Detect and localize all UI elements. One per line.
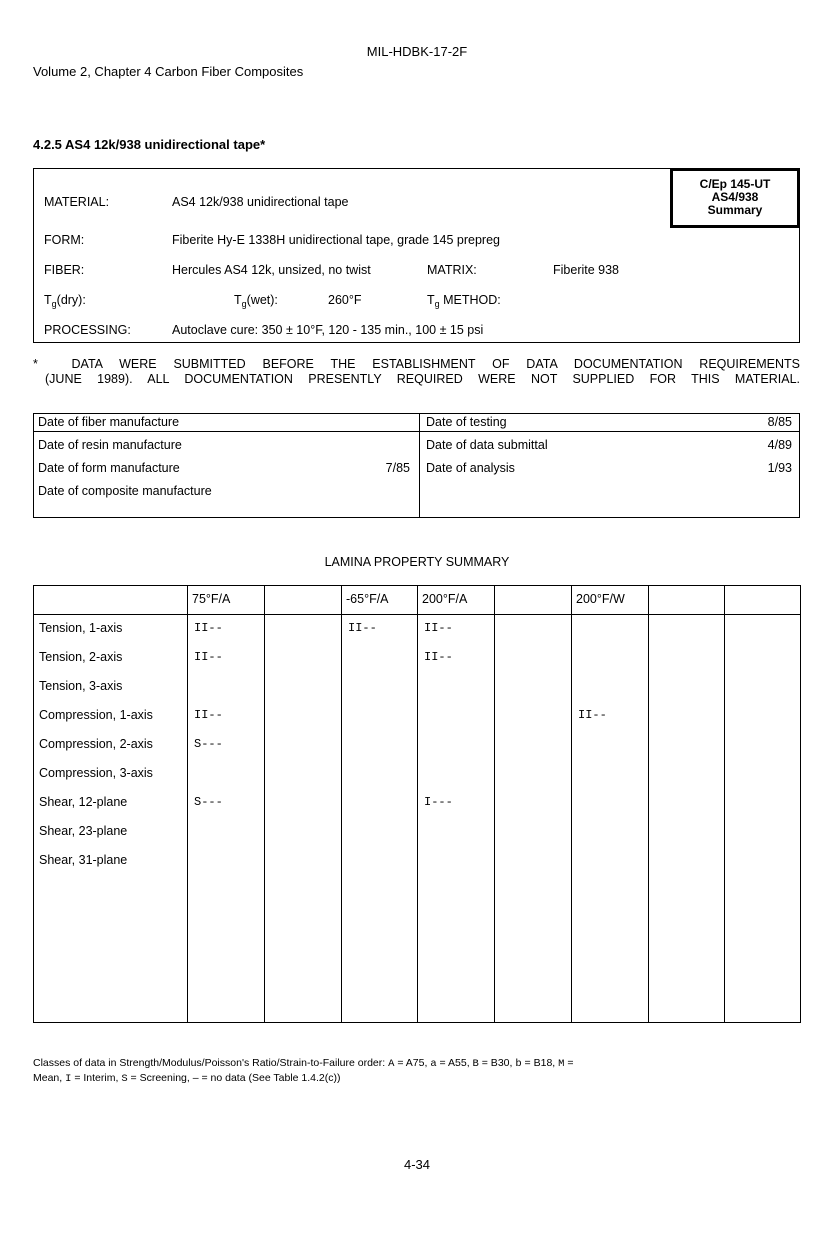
resin-manufacture-label: Date of resin manufacture [38, 438, 182, 452]
processing-label: PROCESSING: [44, 323, 131, 337]
material-label: MATERIAL: [44, 195, 110, 209]
form-label: FORM: [44, 233, 85, 247]
legend-code-dash: – [192, 1072, 199, 1084]
legend-code-a: a [430, 1058, 437, 1070]
fiber-value: Hercules AS4 12k, unsized, no twist [172, 263, 371, 277]
legend-mean: Mean, [33, 1072, 66, 1084]
data-class-cell: II-- [578, 708, 607, 722]
legend-text-a: = A55, [436, 1057, 473, 1069]
property-row-label: Shear, 23-plane [39, 824, 128, 838]
document-id: MIL-HDBK-17-2F [366, 44, 468, 59]
property-row-label: Shear, 31-plane [39, 853, 128, 867]
property-row-label: Tension, 1-axis [39, 621, 123, 635]
condition-column-header: 75°F/A [192, 592, 231, 606]
analysis-date-label: Date of analysis [426, 461, 515, 475]
grid-column-divider [571, 586, 572, 1022]
condition-column-header: 200°F/W [576, 592, 625, 606]
legend-text-A: = A75, [394, 1057, 431, 1069]
tg-wet-value: 260°F [328, 293, 362, 307]
code-line-3: Summary [707, 203, 763, 217]
grid-column-divider [724, 586, 725, 1022]
dates-column-divider [419, 414, 420, 517]
code-line-2: AS4/938 [711, 190, 759, 204]
condition-column-header: 200°F/A [422, 592, 468, 606]
grid-column-divider [648, 586, 649, 1022]
data-class-cell: II-- [194, 621, 223, 635]
fiber-manufacture-label: Date of fiber manufacture [38, 415, 180, 429]
legend-code-b: b [515, 1058, 522, 1070]
tg-method-label: $T_g$ METHOD: [427, 293, 501, 309]
page-number: 4-34 [403, 1157, 431, 1172]
matrix-value: Fiberite 938 [553, 263, 620, 277]
fiber-label: FIBER: [44, 263, 85, 277]
material-value: AS4 12k/938 unidirectional tape [172, 195, 349, 209]
analysis-date-value: 1/93 [767, 461, 792, 475]
data-class-cell: II-- [194, 708, 223, 722]
legend-text-S: = Screening, [127, 1072, 193, 1084]
legend-text-B: = B30, [478, 1057, 516, 1069]
form-manufacture-value: 7/85 [385, 461, 410, 475]
condition-column-header: -65°F/A [346, 592, 389, 606]
grid-column-divider [264, 586, 265, 1022]
property-row-label: Compression, 1-axis [39, 708, 153, 722]
lamina-property-grid [33, 585, 801, 1023]
footnote-line-1: DATA WERE SUBMITTED BEFORE THE ESTABLISHMENT OF DATA DOCUMENTATION REQUIREMENTS [71, 357, 800, 371]
submittal-date-value: 4/89 [767, 438, 792, 452]
legend-text-I: = Interim, [71, 1072, 122, 1084]
testing-date-value: 8/85 [767, 415, 792, 429]
data-class-cell: S--- [194, 795, 223, 809]
legend-text-dash: = no data (See Table 1.4.2(c)) [198, 1072, 341, 1084]
data-class-cell: II-- [348, 621, 377, 635]
lamina-summary-title: LAMINA PROPERTY SUMMARY [324, 555, 510, 569]
legend-text-b: = B18, [521, 1057, 559, 1069]
fiber-row [34, 260, 799, 280]
legend-code-S: S [121, 1073, 128, 1085]
testing-date-label: Date of testing [426, 415, 507, 429]
property-row-label: Shear, 12-plane [39, 795, 128, 809]
grid-column-divider [417, 586, 418, 1022]
legend-code-I: I [65, 1073, 72, 1085]
legend-intro: Classes of data in Strength/Modulus/Poisson's Ratio/Strain-to-Failure order: [33, 1057, 389, 1069]
grid-column-divider [341, 586, 342, 1022]
footnote-marker: * [33, 357, 38, 371]
section-title: 4.2.5 AS4 12k/938 unidirectional tape* [33, 137, 266, 152]
processing-value: Autoclave cure: 350 ± 10°F, 120 - 135 min., 100 ± 15 psi [172, 323, 484, 337]
property-row-label: Tension, 2-axis [39, 650, 123, 664]
data-class-cell: II-- [424, 650, 453, 664]
composite-manufacture-label: Date of composite manufacture [38, 484, 212, 498]
grid-header-rule [34, 614, 800, 615]
data-class-cell: S--- [194, 737, 223, 751]
code-line-1: C/Ep 145-UT [699, 177, 771, 191]
legend-code-M: M [558, 1058, 565, 1070]
material-code-box [670, 168, 800, 228]
data-class-legend [33, 1056, 803, 1086]
data-footnote [33, 357, 800, 387]
property-row-label: Tension, 3-axis [39, 679, 123, 693]
property-row-label: Compression, 3-axis [39, 766, 153, 780]
legend-text-M: = [564, 1057, 574, 1069]
tg-wet-label: $T_g(wet)$: [234, 293, 278, 309]
matrix-label: MATRIX: [427, 263, 477, 277]
legend-code-A: A [388, 1058, 395, 1070]
tg-dry-label: $T_g(dry)$: [44, 293, 86, 309]
data-class-cell: II-- [424, 621, 453, 635]
tg-row [34, 290, 799, 310]
grid-column-divider [187, 586, 188, 1022]
legend-code-B: B [472, 1058, 479, 1070]
data-class-cell: I--- [424, 795, 453, 809]
footnote-line-2: (JUNE 1989). ALL DOCUMENTATION PRESENTLY REQUIRED WERE NOT SUPPLIED FOR THIS MATERIAL. [45, 372, 800, 386]
material-info-box [33, 168, 800, 343]
volume-chapter: Volume 2, Chapter 4 Carbon Fiber Composites [33, 64, 304, 79]
form-manufacture-label: Date of form manufacture [38, 461, 180, 475]
dates-table [33, 413, 800, 518]
property-row-label: Compression, 2-axis [39, 737, 153, 751]
data-class-cell: II-- [194, 650, 223, 664]
submittal-date-label: Date of data submittal [426, 438, 548, 452]
grid-column-divider [494, 586, 495, 1022]
form-value: Fiberite Hy-E 1338H unidirectional tape, grade 145 prepreg [172, 233, 500, 247]
